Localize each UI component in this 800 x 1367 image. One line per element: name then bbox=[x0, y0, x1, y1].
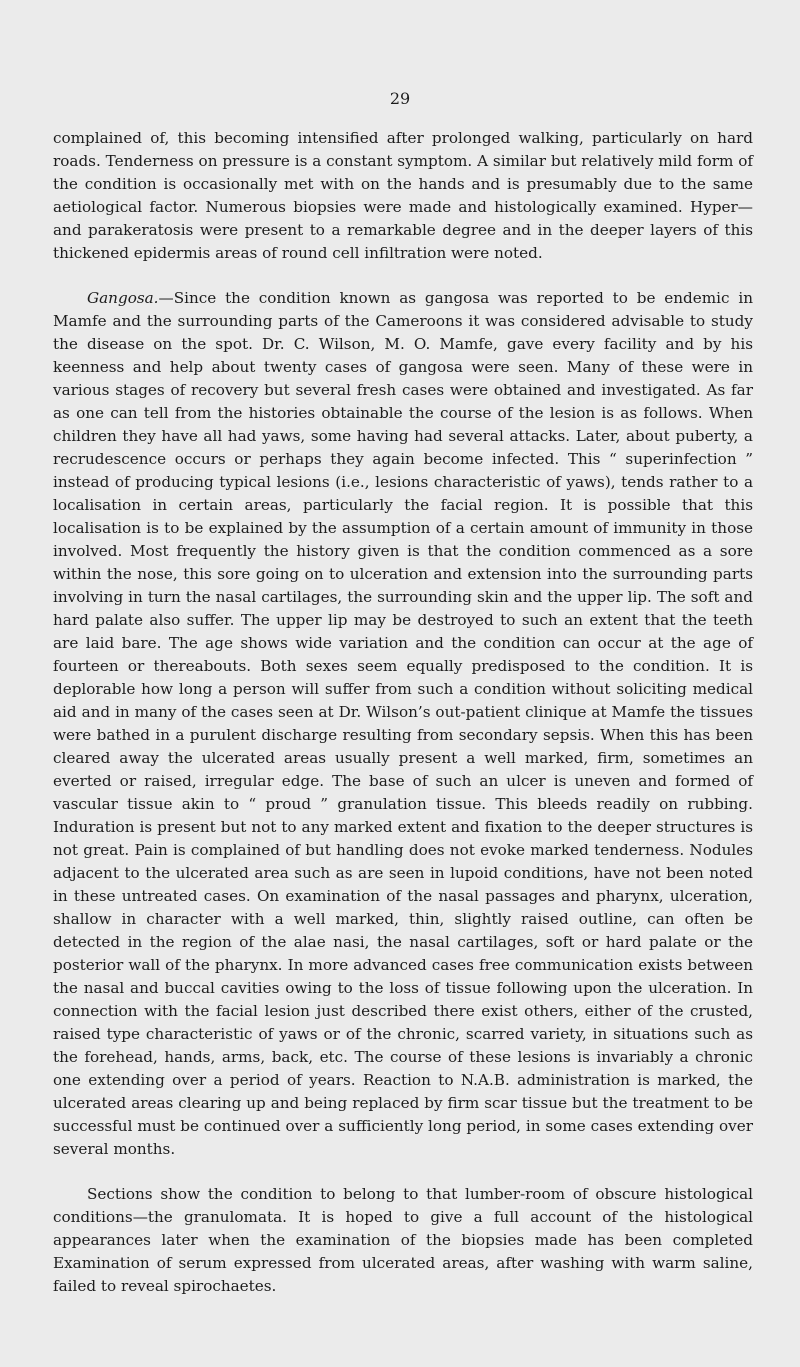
page-number: 29 bbox=[389, 89, 411, 108]
paragraph-continued: complained of, this becoming intensified after prolonged walking, particularly on hard roads. Tenderness on pressure is a constant symptom. A similar but relatively mild form of the condition is occasionally met with on the hands and is presumably due to the same aetiological factor. Numerous biopsies were made and histologically examined. Hyper—and parakeratosis were present to a remarkable degree and in the deeper layers of this thickened epidermis areas of round cell infiltration were noted. bbox=[53, 129, 753, 262]
section-heading-gangosa: Gangosa. bbox=[87, 289, 159, 307]
paragraph-sections: Sections show the condition to belong to that lumber-room of obscure histological conditions—the granulomata. It is hoped to give a full account of the histological appearances later when the examination of the biopsies made has been completed Examination of serum expressed from ulcerated areas, after washing with warm saline, failed to reveal spirochaetes. bbox=[53, 1185, 753, 1295]
text-body bbox=[53, 127, 753, 1298]
paragraph-gangosa-text: —Since the condition known as gangosa was reported to be endemic in Mamfe and the surrounding parts of the Cameroons it was considered advisable to study the disease on the spot. Dr. C. Wilson, M. O. Mamfe, gave every facility and by his keenness and help about twenty cases of gangosa were seen. Many of these were in various stages of recovery but several fresh cases were obtained and investigated. As far as one can tell from the histories obtainable the course of the lesion is as follows. When children they have all had yaws, some having had several attacks. Later, about puberty, a recrudescence occurs or perhaps they again become infected. This “ superinfection ” instead of producing typical lesions (i.e., lesions characteristic of yaws), tends rather to a localisation in certain areas, particularly the facial region. It is possible that this localisation is to be explained by the assumption of a certain amount of immunity in those involved. Most frequently the history given is that the condition commenced as a sore within the nose, this sore going on to ulceration and extension into the surrounding parts involving in turn the nasal cartilages, the surrounding skin and the upper lip. The soft and hard palate also suffer. The upper lip may be destroyed to such an extent that the teeth are laid bare. The age shows wide variation and the condition can occur at the age of fourteen or thereabouts. Both sexes seem equally predisposed to the condition. It is deplorable how long a person will suffer from such a condition without soliciting medical aid and in many of the cases seen at Dr. Wilson’s out-patient clinique at Mamfe the tissues were bathed in a purulent discharge resulting from secondary sepsis. When this has been cleared away the ulcerated areas usually present a well marked, firm, sometimes an everted or raised, irregular edge. The base of such an ulcer is uneven and formed of vascular tissue akin to “ proud ” granulation tissue. This bleeds readily on rubbing. Induration is present but not to any marked extent and fixation to the deeper structures is not great. Pain is complained of but handling does not evoke marked tenderness. Nodules adjacent to the ulcerated area such as are seen in lupoid conditions, have not been noted in these untreated cases. On examination of the nasal passages and pharynx, ulceration, shallow in character with a well marked, thin, slightly raised outline, can often be detected in the region of the alae nasi, the nasal cartilages, soft or hard palate or the posterior wall of the pharynx. In more advanced cases free communication exists between the nasal and buccal cavities owing to the loss of tissue following upon the ulceration. In connection with the facial lesion just described there exist others, either of the crusted, raised type characteristic of yaws or of the chronic, scarred variety, in situations such as the forehead, hands, arms, back, etc. The course of these lesions is invariably a chronic one extending over a period of years. Reaction to N.A.B. administration is marked, the ulcerated areas clearing up and being replaced by firm scar tissue but the treatment to be successful must be continued over a sufficiently long period, in some cases extending over several months. bbox=[53, 289, 753, 1158]
paragraph-gangosa bbox=[53, 287, 753, 1161]
